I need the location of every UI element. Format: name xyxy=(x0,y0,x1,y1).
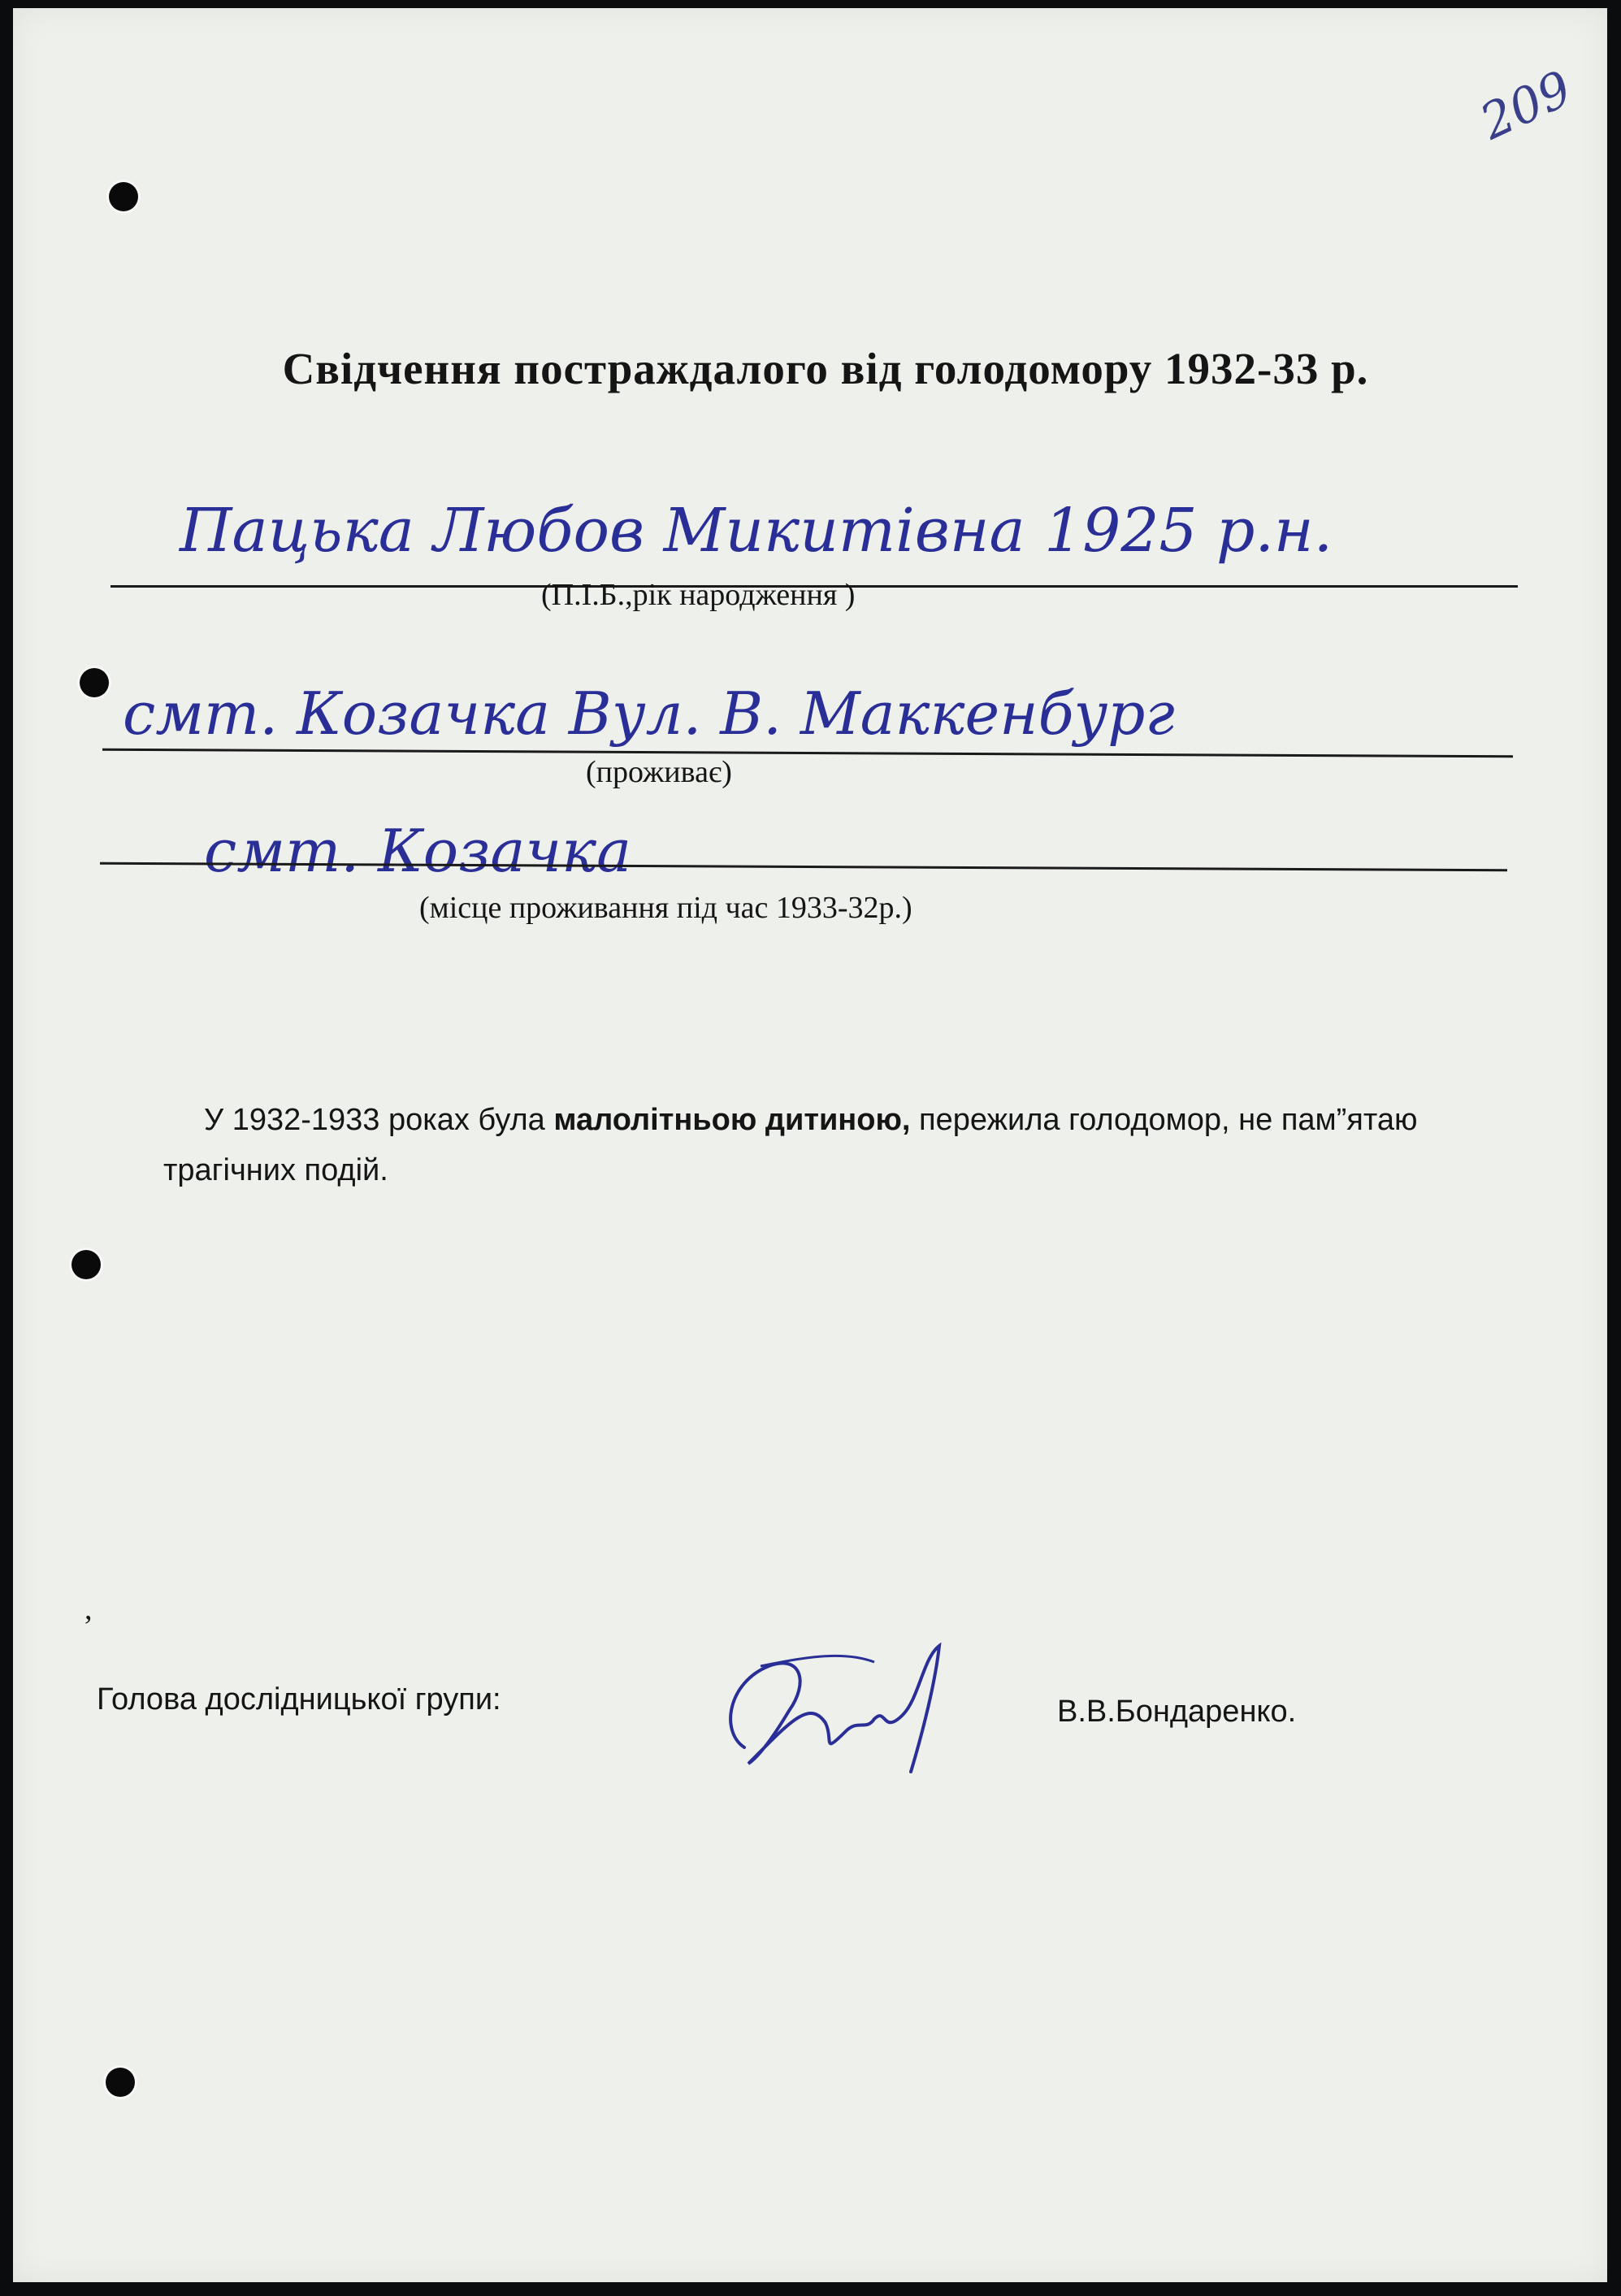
punch-hole xyxy=(80,668,109,697)
stray-mark: , xyxy=(85,1592,93,1626)
handwritten-residence-1933: смт. Козачка xyxy=(204,817,632,885)
punch-hole xyxy=(106,2068,135,2097)
underline xyxy=(102,749,1513,757)
field-caption-residence: (проживає) xyxy=(586,755,732,789)
researcher-name: В.В.Бондаренко. xyxy=(1057,1695,1297,1729)
footer-label: Голова дослідницької групи: xyxy=(97,1682,501,1717)
page-number: 209 xyxy=(1471,60,1580,151)
statement-paragraph xyxy=(163,1095,1419,1196)
document-title: Свідчення постраждалого від голодомору 1932-33 р. xyxy=(282,344,1369,393)
field-caption-residence-1933: (місце проживання під час 1933-32р.) xyxy=(419,891,912,925)
statement-text: У 1932-1933 роках була xyxy=(204,1103,554,1137)
field-caption-name: (П.І.Б.,рік народження ) xyxy=(541,578,856,612)
handwritten-residence: смт. Козачка Вул. В. Маккенбург xyxy=(123,679,1175,748)
statement-bold-text: малолітньою дитиною, xyxy=(553,1103,911,1137)
signature xyxy=(712,1634,980,1780)
document-sheet xyxy=(13,8,1607,2282)
statement-text: пережила голодомор, не пам”ятаю трагічних подій. xyxy=(163,1103,1418,1187)
punch-hole xyxy=(109,182,138,211)
punch-hole xyxy=(72,1250,101,1279)
handwritten-name-birthyear: Пацька Любов Микитівна 1925 р.н. xyxy=(180,496,1333,566)
